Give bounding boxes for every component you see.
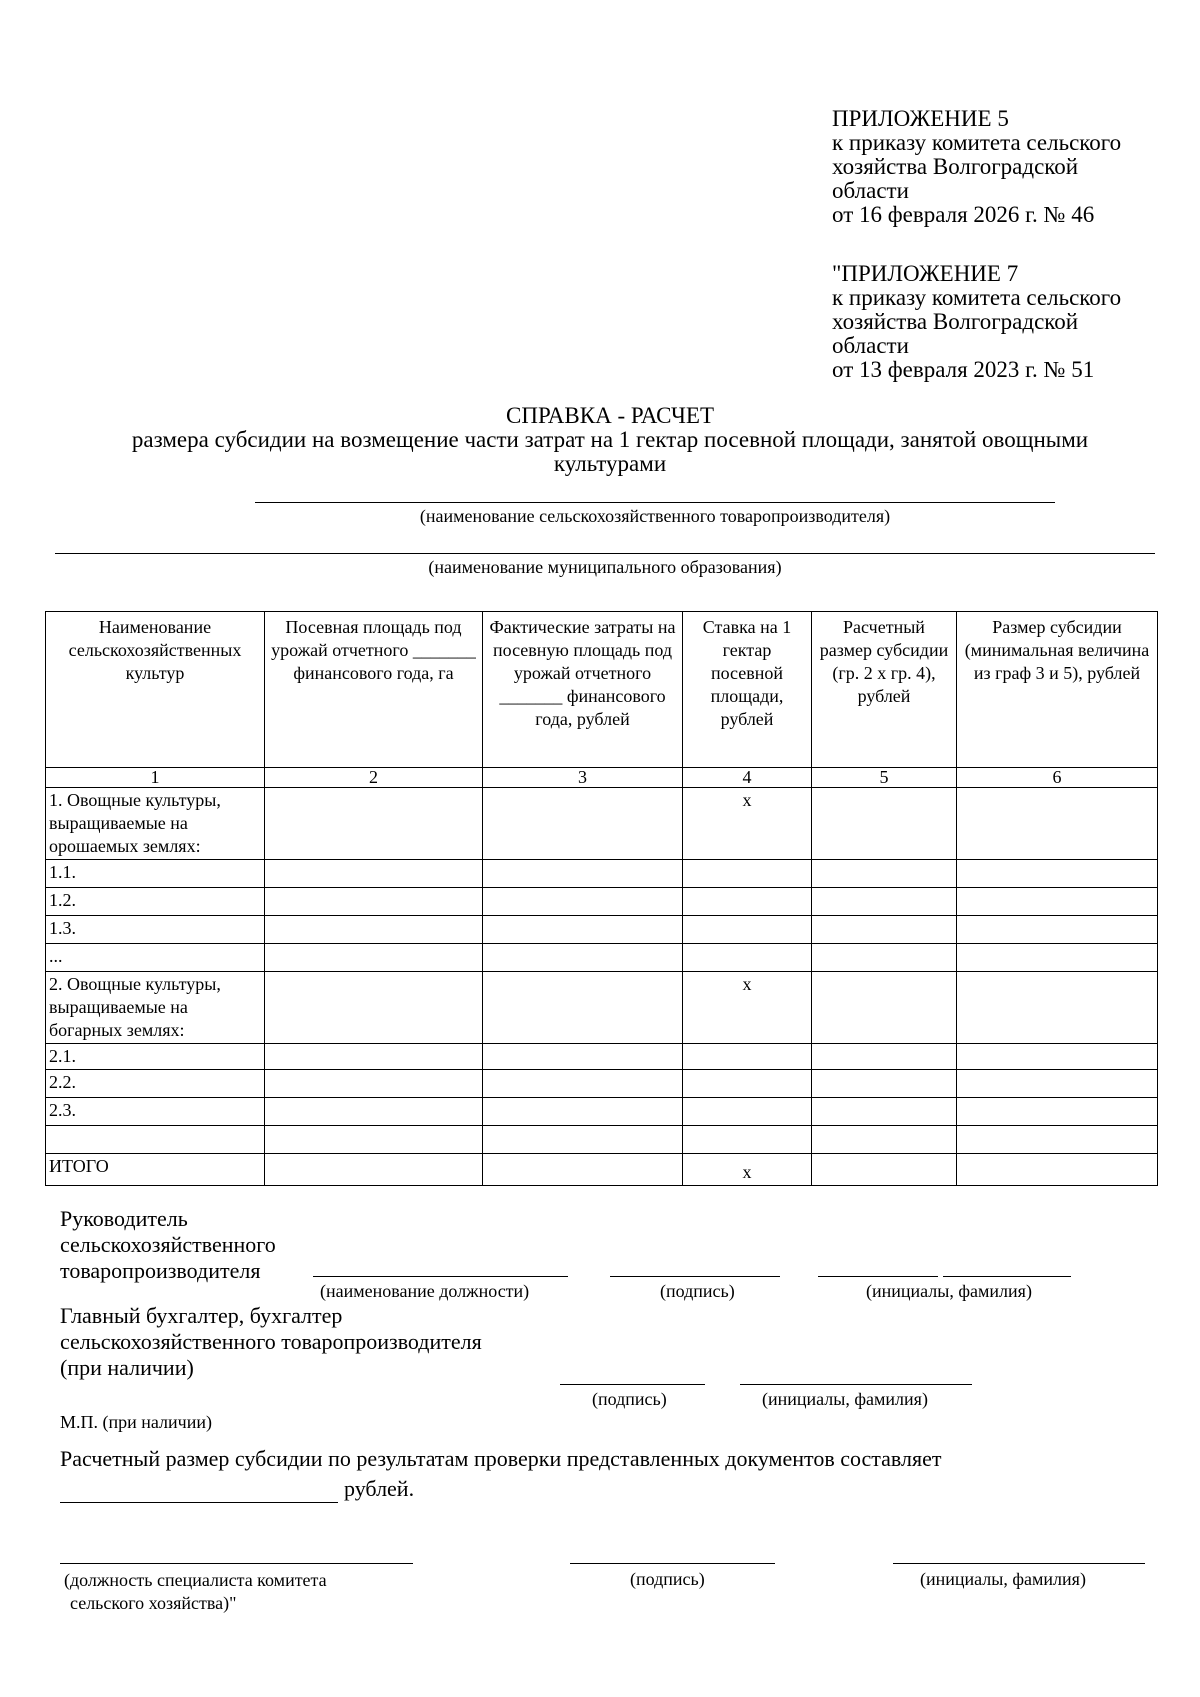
specialist-initials-line[interactable] bbox=[893, 1563, 1145, 1564]
specialist-position-caption bbox=[64, 1569, 327, 1615]
rate-cell bbox=[683, 1070, 812, 1098]
sown-area-cell bbox=[265, 1098, 483, 1126]
actual-costs-cell bbox=[483, 1154, 683, 1186]
head-label-line: Руководитель bbox=[60, 1206, 188, 1231]
sown-area-cell bbox=[265, 972, 483, 1044]
header-subsidy-amount: Размер субсидии (минимальная величина из граф 3 и 5), рублей bbox=[957, 612, 1158, 768]
head-signature-line[interactable] bbox=[610, 1276, 780, 1277]
verified-amount-line[interactable] bbox=[60, 1502, 338, 1503]
municipality-name-line bbox=[55, 553, 1155, 554]
head-label-line: товаропроизводителя bbox=[60, 1258, 261, 1283]
sown-area-cell bbox=[265, 944, 483, 972]
actual-costs-cell bbox=[483, 788, 683, 860]
crop-name-cell: 1.1. bbox=[46, 860, 265, 888]
stamp-label: М.П. (при наличии) bbox=[60, 1412, 212, 1432]
accountant-label bbox=[60, 1303, 482, 1381]
table-row bbox=[46, 1126, 1158, 1154]
specialist-position-line[interactable] bbox=[60, 1563, 413, 1564]
column-number: 5 bbox=[812, 768, 957, 788]
crop-name-cell: 1.2. bbox=[46, 888, 265, 916]
subsidy-amount-cell bbox=[957, 1098, 1158, 1126]
specialist-caption-line: (должность специалиста комитета bbox=[64, 1570, 327, 1590]
head-surname-line[interactable] bbox=[943, 1276, 1071, 1277]
appendix-5-block bbox=[832, 107, 1162, 227]
estimated-subsidy-cell bbox=[812, 788, 957, 860]
actual-costs-cell bbox=[483, 888, 683, 916]
estimated-subsidy-cell bbox=[812, 1126, 957, 1154]
estimated-subsidy-cell bbox=[812, 1044, 957, 1070]
column-number: 2 bbox=[265, 768, 483, 788]
actual-costs-cell bbox=[483, 1070, 683, 1098]
rate-cell bbox=[683, 1098, 812, 1126]
accountant-initials-line[interactable] bbox=[740, 1384, 972, 1385]
estimated-subsidy-cell bbox=[812, 1070, 957, 1098]
crop-name-cell: 1.3. bbox=[46, 916, 265, 944]
document-title: СПРАВКА - РАСЧЕТ bbox=[506, 403, 714, 428]
header-sown-area: Посевная площадь под урожай отчетного _______ финансового года, га bbox=[265, 612, 483, 768]
crop-name-cell: ... bbox=[46, 944, 265, 972]
rate-cell bbox=[683, 1126, 812, 1154]
table-row bbox=[46, 888, 1158, 916]
subsidy-amount-cell bbox=[957, 972, 1158, 1044]
appendix-5-line: области bbox=[832, 178, 909, 203]
initials-caption: (инициалы, фамилия) bbox=[866, 1281, 1032, 1301]
subsidy-amount-cell bbox=[957, 1044, 1158, 1070]
sown-area-cell bbox=[265, 860, 483, 888]
rate-cell bbox=[683, 944, 812, 972]
specialist-caption-line: сельского хозяйства)" bbox=[70, 1593, 237, 1613]
table-row bbox=[46, 1098, 1158, 1126]
actual-costs-cell bbox=[483, 972, 683, 1044]
head-label-line: сельскохозяйственного bbox=[60, 1232, 276, 1257]
rate-cell: x bbox=[683, 1154, 812, 1186]
signature-caption: (подпись) bbox=[630, 1569, 705, 1589]
sown-area-cell bbox=[265, 1126, 483, 1154]
rate-cell bbox=[683, 888, 812, 916]
estimated-subsidy-cell bbox=[812, 972, 957, 1044]
sown-area-cell bbox=[265, 1070, 483, 1098]
estimated-subsidy-cell bbox=[812, 888, 957, 916]
table-row bbox=[46, 944, 1158, 972]
crop-name-cell: 2.2. bbox=[46, 1070, 265, 1098]
rubles-word: рублей. bbox=[344, 1476, 415, 1501]
estimated-subsidy-cell bbox=[812, 1098, 957, 1126]
actual-costs-cell bbox=[483, 916, 683, 944]
verified-amount-text: Расчетный размер субсидии по результатам проверки представленных документов составляет bbox=[60, 1446, 942, 1471]
sown-area-cell bbox=[265, 1044, 483, 1070]
header-estimated-subsidy: Расчетный размер субсидии (гр. 2 х гр. 4), рублей bbox=[812, 612, 957, 768]
rate-cell: x bbox=[683, 972, 812, 1044]
producer-caption: (наименование сельскохозяйственного товаропроизводителя) bbox=[419, 506, 891, 526]
position-caption: (наименование должности) bbox=[320, 1281, 530, 1301]
appendix-7-block bbox=[832, 262, 1162, 382]
sown-area-cell bbox=[265, 788, 483, 860]
rate-cell bbox=[683, 916, 812, 944]
head-label bbox=[60, 1206, 276, 1284]
actual-costs-cell bbox=[483, 1044, 683, 1070]
table-total-row bbox=[46, 1154, 1158, 1186]
appendix-7-line: области bbox=[832, 333, 909, 358]
table-row bbox=[46, 860, 1158, 888]
column-number: 3 bbox=[483, 768, 683, 788]
subsidy-amount-cell bbox=[957, 944, 1158, 972]
sown-area-cell bbox=[265, 1154, 483, 1186]
subsidy-calculation-table bbox=[45, 611, 1158, 1186]
crop-name-cell: 1. Овощные культуры, выращиваемые на орошаемых землях: bbox=[46, 788, 265, 860]
specialist-signature-line[interactable] bbox=[570, 1563, 775, 1564]
table-row bbox=[46, 916, 1158, 944]
actual-costs-cell bbox=[483, 1126, 683, 1154]
appendix-5-heading: ПРИЛОЖЕНИЕ 5 bbox=[832, 106, 1009, 131]
estimated-subsidy-cell bbox=[812, 944, 957, 972]
table-header-row bbox=[46, 612, 1158, 768]
subsidy-amount-cell bbox=[957, 888, 1158, 916]
rate-cell bbox=[683, 1044, 812, 1070]
estimated-subsidy-cell bbox=[812, 860, 957, 888]
subsidy-amount-cell bbox=[957, 860, 1158, 888]
rate-cell bbox=[683, 860, 812, 888]
column-number: 6 bbox=[957, 768, 1158, 788]
crop-name-cell: 2.3. bbox=[46, 1098, 265, 1126]
header-actual-costs: Фактические затраты на посевную площадь под урожай отчетного _______ финансового года, рублей bbox=[483, 612, 683, 768]
estimated-subsidy-cell bbox=[812, 1154, 957, 1186]
header-crop-name: Наименование сельскохозяйственных культур bbox=[46, 612, 265, 768]
subsidy-amount-cell bbox=[957, 1154, 1158, 1186]
header-rate: Ставка на 1 гектар посевной площади, рублей bbox=[683, 612, 812, 768]
crop-name-cell bbox=[46, 1126, 265, 1154]
rate-cell: x bbox=[683, 788, 812, 860]
document-subtitle-cont: культурами bbox=[553, 451, 667, 476]
head-initials-line[interactable] bbox=[818, 1276, 938, 1277]
document-title-block bbox=[80, 404, 1140, 476]
total-label-cell: ИТОГО bbox=[46, 1154, 265, 1186]
appendix-5-line: к приказу комитета сельского bbox=[832, 130, 1122, 155]
municipality-caption: (наименование муниципального образования) bbox=[428, 557, 782, 577]
appendix-7-line: от 13 февраля 2023 г. № 51 bbox=[832, 357, 1095, 382]
accountant-label-line: сельскохозяйственного товаропроизводителя bbox=[60, 1329, 482, 1354]
table-row bbox=[46, 972, 1158, 1044]
table-row bbox=[46, 788, 1158, 860]
subsidy-amount-cell bbox=[957, 788, 1158, 860]
appendix-5-line: хозяйства Волгоградской bbox=[832, 154, 1079, 179]
appendix-7-heading: "ПРИЛОЖЕНИЕ 7 bbox=[832, 261, 1019, 286]
column-number: 4 bbox=[683, 768, 812, 788]
column-number: 1 bbox=[46, 768, 265, 788]
table-row bbox=[46, 1044, 1158, 1070]
actual-costs-cell bbox=[483, 1098, 683, 1126]
table-row bbox=[46, 1070, 1158, 1098]
signature-caption: (подпись) bbox=[660, 1281, 735, 1301]
column-number-row bbox=[46, 768, 1158, 788]
head-position-line[interactable] bbox=[313, 1276, 568, 1277]
actual-costs-cell bbox=[483, 860, 683, 888]
subsidy-amount-cell bbox=[957, 916, 1158, 944]
sown-area-cell bbox=[265, 888, 483, 916]
signature-caption: (подпись) bbox=[592, 1389, 667, 1409]
subsidy-amount-cell bbox=[957, 1070, 1158, 1098]
document-subtitle: размера субсидии на возмещение части затрат на 1 гектар посевной площади, занятой овощными bbox=[131, 427, 1089, 452]
initials-caption: (инициалы, фамилия) bbox=[762, 1389, 928, 1409]
accountant-label-line: Главный бухгалтер, бухгалтер bbox=[60, 1303, 343, 1328]
appendix-5-line: от 16 февраля 2026 г. № 46 bbox=[832, 202, 1095, 227]
subsidy-amount-cell bbox=[957, 1126, 1158, 1154]
sown-area-cell bbox=[265, 916, 483, 944]
producer-name-line bbox=[255, 502, 1055, 503]
initials-caption: (инициалы, фамилия) bbox=[920, 1569, 1086, 1589]
estimated-subsidy-cell bbox=[812, 916, 957, 944]
appendix-7-line: хозяйства Волгоградской bbox=[832, 309, 1079, 334]
crop-name-cell: 2. Овощные культуры, выращиваемые на богарных землях: bbox=[46, 972, 265, 1044]
accountant-signature-line[interactable] bbox=[560, 1384, 705, 1385]
accountant-label-line: (при наличии) bbox=[60, 1355, 194, 1380]
appendix-7-line: к приказу комитета сельского bbox=[832, 285, 1122, 310]
actual-costs-cell bbox=[483, 944, 683, 972]
crop-name-cell: 2.1. bbox=[46, 1044, 265, 1070]
